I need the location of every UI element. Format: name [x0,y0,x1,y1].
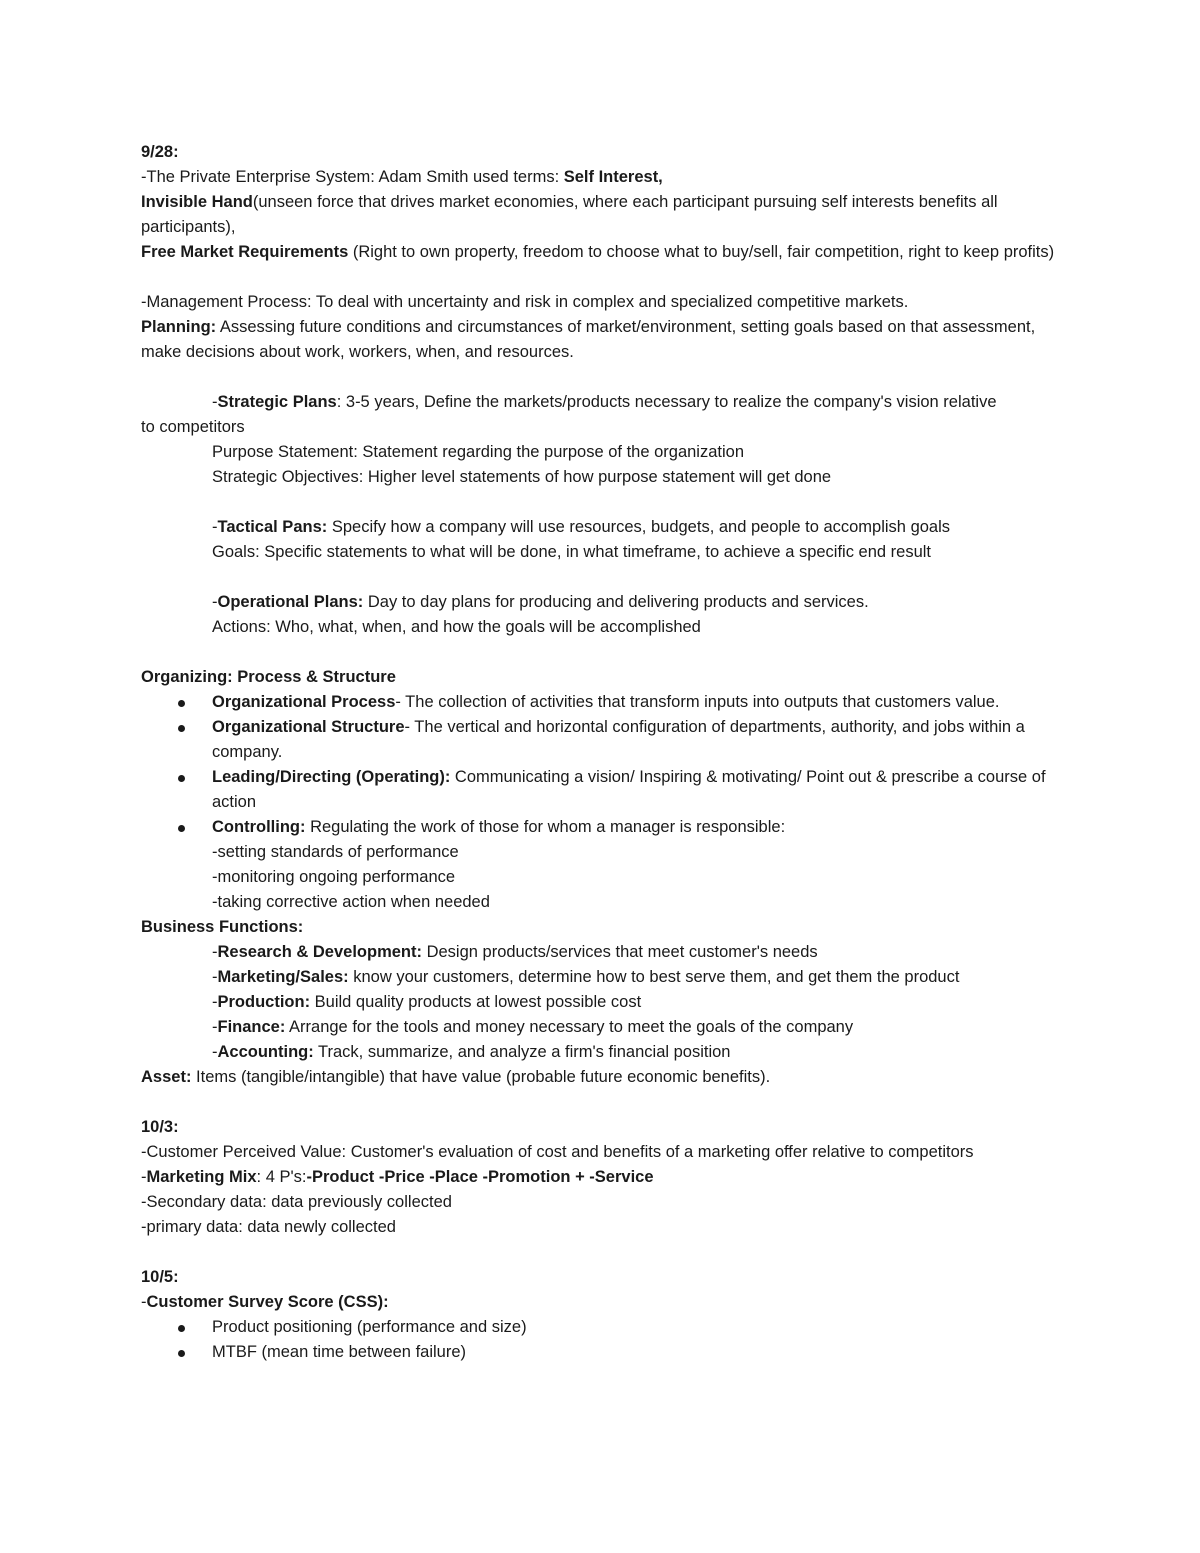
finance-line: -Finance: Arrange for the tools and money necessary to meet the goals of the company [212,1018,854,1036]
tactical-plans-line: -Tactical Pans: Specify how a company will use resources, budgets, and people to accomplish goals [212,518,951,536]
invisible-hand-line: Invisible Hand(unseen force that drives market economies, where each participant pursuing self interests benefits all participants), [141,193,998,236]
production-line: -Production: Build quality products at lowest possible cost [212,993,642,1011]
planning-line: Planning: Assessing future conditions and circumstances of market/environment, setting goals based on that assessment, make decisions about work, workers, when, and resources. [141,318,1036,361]
customer-perceived-value-line: -Customer Perceived Value: Customer's evaluation of cost and benefits of a marketing offer relative to competitors [141,1143,974,1161]
list-item-leading-directing: Leading/Directing (Operating): Communicating a vision/ Inspiring & motivating/ Point out & prescribe a course of action [141,765,1066,815]
list-item-organizational-structure: Organizational Structure- The vertical and horizontal configuration of departments, authority, and jobs within a company. [141,715,1066,765]
list-item-mtbf: MTBF (mean time between failure) [141,1340,1066,1365]
strategic-plans-continuation: to competitors [141,418,245,436]
controlling-sub-2: -monitoring ongoing performance [212,868,456,886]
date-heading-10-5: 10/5: [141,1268,179,1286]
list-item-product-positioning: Product positioning (performance and size) [141,1315,1066,1340]
controlling-sub-1: -setting standards of performance [212,843,459,861]
strategic-objectives-line: Strategic Objectives: Higher level statements of how purpose statement will get done [212,468,832,486]
goals-line: Goals: Specific statements to what will be done, in what timeframe, to achieve a specific end result [212,543,932,561]
purpose-statement-line: Purpose Statement: Statement regarding the purpose of the organization [212,443,745,461]
document-body [141,140,1066,1365]
date-heading-9-28: 9/28: [141,143,179,161]
controlling-sub-3: -taking corrective action when needed [212,893,490,911]
list-item-organizational-process: Organizational Process- The collection of activities that transform inputs into outputs that customers value. [141,690,1066,715]
date-heading-10-3: 10/3: [141,1118,179,1136]
organizing-heading: Organizing: Process & Structure [141,668,396,686]
actions-line: Actions: Who, what, when, and how the goals will be accomplished [212,618,701,636]
free-market-line: Free Market Requirements (Right to own property, freedom to choose what to buy/sell, fair competition, right to keep profits) [141,243,1055,261]
strategic-plans-line: -Strategic Plans: 3-5 years, Define the markets/products necessary to realize the company's vision relative [212,393,997,411]
marketing-mix-line: -Marketing Mix: 4 P's:-Product -Price -Place -Promotion + -Service [141,1168,654,1186]
business-functions-heading: Business Functions: [141,918,304,936]
secondary-data-line: -Secondary data: data previously collected [141,1193,452,1211]
research-development-line: -Research & Development: Design products/services that meet customer's needs [212,943,818,961]
css-list [141,1315,1066,1365]
primary-data-line: -primary data: data newly collected [141,1218,396,1236]
accounting-line: -Accounting: Track, summarize, and analyze a firm's financial position [212,1043,731,1061]
marketing-sales-line: -Marketing/Sales: know your customers, determine how to best serve them, and get them the product [212,968,960,986]
organizing-list [141,690,1066,915]
customer-survey-score-line: -Customer Survey Score (CSS): [141,1293,389,1311]
private-enterprise-line: -The Private Enterprise System: Adam Smith used terms: Self Interest, [141,168,663,186]
management-process-line: -Management Process: To deal with uncertainty and risk in complex and specialized competitive markets. [141,293,909,311]
operational-plans-line: -Operational Plans: Day to day plans for producing and delivering products and services. [212,593,869,611]
list-item-controlling: Controlling: Regulating the work of those for whom a manager is responsible: -setting standards of performance -monitoring ongoing performance -taking corrective action when needed [141,815,1066,915]
asset-line: Asset: Items (tangible/intangible) that have value (probable future economic benefits). [141,1068,771,1086]
